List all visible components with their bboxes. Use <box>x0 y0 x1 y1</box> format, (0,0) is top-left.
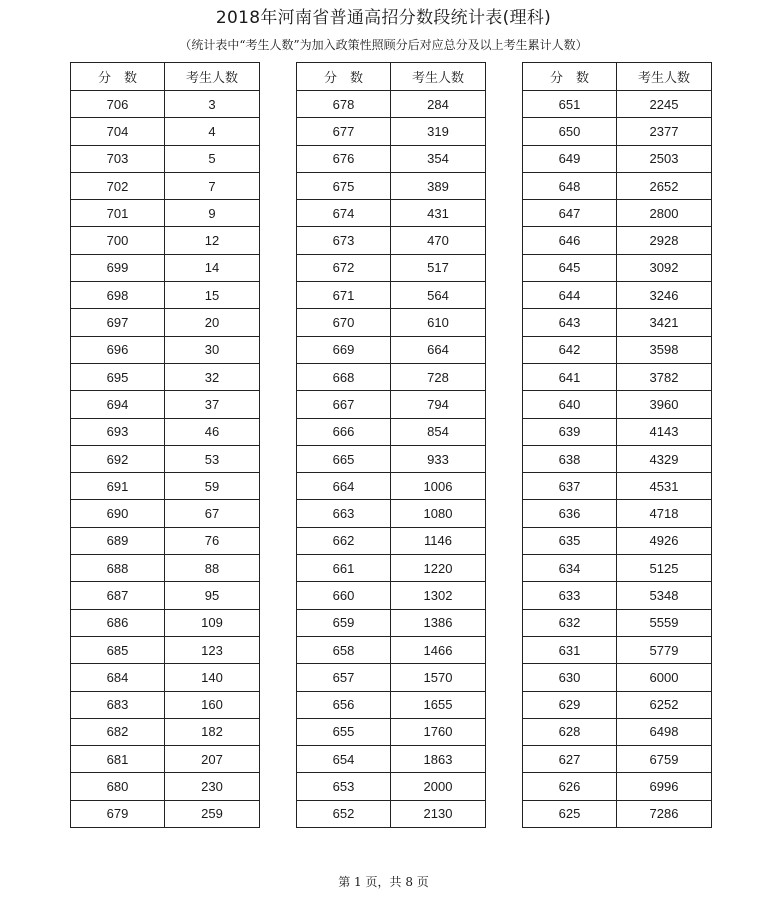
score-cell: 643 <box>523 309 617 336</box>
table-row <box>297 664 486 691</box>
score-column-header: 分 数 <box>71 63 165 91</box>
score-cell: 663 <box>297 500 391 527</box>
table-row <box>523 718 712 745</box>
table-row <box>523 363 712 390</box>
table-row <box>297 746 486 773</box>
count-cell: 12 <box>165 227 260 254</box>
score-cell: 706 <box>71 91 165 118</box>
count-cell: 3782 <box>617 363 712 390</box>
score-cell: 630 <box>523 664 617 691</box>
count-cell: 37 <box>165 391 260 418</box>
table-header-row <box>71 63 260 91</box>
score-table-3 <box>522 62 712 828</box>
table-header-row <box>297 63 486 91</box>
score-cell: 681 <box>71 746 165 773</box>
table-row <box>297 473 486 500</box>
score-cell: 661 <box>297 555 391 582</box>
score-cell: 680 <box>71 773 165 800</box>
table-row <box>523 500 712 527</box>
table-row <box>71 746 260 773</box>
score-cell: 683 <box>71 691 165 718</box>
score-cell: 654 <box>297 746 391 773</box>
count-cell: 2377 <box>617 118 712 145</box>
table-row <box>523 800 712 827</box>
score-cell: 647 <box>523 200 617 227</box>
score-cell: 657 <box>297 664 391 691</box>
count-cell: 3598 <box>617 336 712 363</box>
score-cell: 682 <box>71 718 165 745</box>
count-cell: 1760 <box>391 718 486 745</box>
count-cell: 1302 <box>391 582 486 609</box>
count-cell: 1863 <box>391 746 486 773</box>
score-column-header: 分 数 <box>297 63 391 91</box>
count-cell: 389 <box>391 172 486 199</box>
score-cell: 690 <box>71 500 165 527</box>
table-row <box>297 309 486 336</box>
score-cell: 640 <box>523 391 617 418</box>
table-row <box>71 718 260 745</box>
count-cell: 207 <box>165 746 260 773</box>
count-cell: 284 <box>391 91 486 118</box>
score-cell: 669 <box>297 336 391 363</box>
count-cell: 1006 <box>391 473 486 500</box>
score-cell: 675 <box>297 172 391 199</box>
table-row <box>71 91 260 118</box>
count-cell: 88 <box>165 555 260 582</box>
table-row <box>71 555 260 582</box>
count-cell: 20 <box>165 309 260 336</box>
count-cell: 3421 <box>617 309 712 336</box>
table-row <box>523 336 712 363</box>
score-cell: 695 <box>71 363 165 390</box>
score-table-2 <box>296 62 486 828</box>
count-column-header: 考生人数 <box>165 63 260 91</box>
count-cell: 6498 <box>617 718 712 745</box>
score-table-1 <box>70 62 260 828</box>
score-cell: 625 <box>523 800 617 827</box>
score-cell: 641 <box>523 363 617 390</box>
score-cell: 628 <box>523 718 617 745</box>
score-cell: 685 <box>71 636 165 663</box>
score-cell: 694 <box>71 391 165 418</box>
score-cell: 703 <box>71 145 165 172</box>
score-cell: 650 <box>523 118 617 145</box>
table-row <box>71 336 260 363</box>
count-cell: 1570 <box>391 664 486 691</box>
page-footer: 第 1 页，共 8 页 <box>338 875 429 889</box>
count-column-header: 考生人数 <box>391 63 486 91</box>
score-cell: 672 <box>297 254 391 281</box>
table-row <box>297 636 486 663</box>
count-cell: 854 <box>391 418 486 445</box>
count-cell: 1146 <box>391 527 486 554</box>
score-cell: 693 <box>71 418 165 445</box>
table-row <box>71 254 260 281</box>
table-row <box>523 309 712 336</box>
count-cell: 4143 <box>617 418 712 445</box>
table-row <box>71 309 260 336</box>
score-cell: 689 <box>71 527 165 554</box>
count-cell: 1466 <box>391 636 486 663</box>
count-cell: 32 <box>165 363 260 390</box>
table-row <box>297 200 486 227</box>
count-cell: 2130 <box>391 800 486 827</box>
table-row <box>71 800 260 827</box>
count-cell: 1220 <box>391 555 486 582</box>
count-cell: 7286 <box>617 800 712 827</box>
count-cell: 794 <box>391 391 486 418</box>
score-cell: 635 <box>523 527 617 554</box>
count-cell: 6759 <box>617 746 712 773</box>
count-cell: 6000 <box>617 664 712 691</box>
table-row <box>523 582 712 609</box>
table-row <box>71 118 260 145</box>
score-cell: 684 <box>71 664 165 691</box>
score-cell: 692 <box>71 445 165 472</box>
count-cell: 4531 <box>617 473 712 500</box>
table-row <box>71 636 260 663</box>
table-row <box>297 363 486 390</box>
table-row <box>523 282 712 309</box>
table-row <box>71 172 260 199</box>
score-cell: 651 <box>523 91 617 118</box>
score-cell: 634 <box>523 555 617 582</box>
score-cell: 670 <box>297 309 391 336</box>
count-column-header: 考生人数 <box>617 63 712 91</box>
table-note: （统计表中“考生人数”为加入政策性照顾分后对应总分及以上考生累计人数） <box>179 38 588 52</box>
count-cell: 14 <box>165 254 260 281</box>
score-cell: 637 <box>523 473 617 500</box>
count-cell: 1655 <box>391 691 486 718</box>
count-cell: 30 <box>165 336 260 363</box>
table-row <box>297 555 486 582</box>
score-cell: 653 <box>297 773 391 800</box>
score-cell: 688 <box>71 555 165 582</box>
count-cell: 4329 <box>617 445 712 472</box>
score-cell: 702 <box>71 172 165 199</box>
score-cell: 667 <box>297 391 391 418</box>
count-cell: 3960 <box>617 391 712 418</box>
count-cell: 67 <box>165 500 260 527</box>
table-row <box>297 282 486 309</box>
table-row <box>523 773 712 800</box>
count-cell: 2000 <box>391 773 486 800</box>
score-cell: 639 <box>523 418 617 445</box>
score-cell: 636 <box>523 500 617 527</box>
count-cell: 664 <box>391 336 486 363</box>
table-row <box>523 118 712 145</box>
score-cell: 666 <box>297 418 391 445</box>
table-row <box>523 91 712 118</box>
table-row <box>523 527 712 554</box>
count-cell: 564 <box>391 282 486 309</box>
table-row <box>297 527 486 554</box>
count-cell: 517 <box>391 254 486 281</box>
count-cell: 2928 <box>617 227 712 254</box>
count-cell: 9 <box>165 200 260 227</box>
score-cell: 673 <box>297 227 391 254</box>
score-cell: 674 <box>297 200 391 227</box>
count-cell: 1080 <box>391 500 486 527</box>
count-cell: 431 <box>391 200 486 227</box>
score-cell: 665 <box>297 445 391 472</box>
count-cell: 140 <box>165 664 260 691</box>
table-row <box>523 227 712 254</box>
count-cell: 3092 <box>617 254 712 281</box>
table-row <box>523 473 712 500</box>
count-cell: 46 <box>165 418 260 445</box>
score-cell: 626 <box>523 773 617 800</box>
score-cell: 644 <box>523 282 617 309</box>
table-row <box>297 500 486 527</box>
count-cell: 59 <box>165 473 260 500</box>
score-cell: 691 <box>71 473 165 500</box>
score-cell: 659 <box>297 609 391 636</box>
count-cell: 2652 <box>617 172 712 199</box>
table-row <box>297 800 486 827</box>
score-cell: 698 <box>71 282 165 309</box>
score-cell: 649 <box>523 145 617 172</box>
count-cell: 6252 <box>617 691 712 718</box>
count-cell: 123 <box>165 636 260 663</box>
table-row <box>523 664 712 691</box>
table-row <box>71 418 260 445</box>
table-row <box>297 391 486 418</box>
count-cell: 4 <box>165 118 260 145</box>
table-row <box>523 691 712 718</box>
table-row <box>71 664 260 691</box>
table-row <box>71 391 260 418</box>
score-cell: 671 <box>297 282 391 309</box>
table-row <box>523 172 712 199</box>
score-cell: 655 <box>297 718 391 745</box>
table-row <box>297 145 486 172</box>
table-row <box>297 91 486 118</box>
count-cell: 2800 <box>617 200 712 227</box>
count-cell: 3 <box>165 91 260 118</box>
table-row <box>297 718 486 745</box>
count-cell: 6996 <box>617 773 712 800</box>
score-cell: 638 <box>523 445 617 472</box>
count-cell: 53 <box>165 445 260 472</box>
score-column-header: 分 数 <box>523 63 617 91</box>
score-cell: 632 <box>523 609 617 636</box>
count-cell: 230 <box>165 773 260 800</box>
table-row <box>71 609 260 636</box>
count-cell: 15 <box>165 282 260 309</box>
page-title: 2018年河南省普通高招分数段统计表(理科) <box>215 8 552 28</box>
table-row <box>71 200 260 227</box>
table-row <box>71 691 260 718</box>
count-cell: 5125 <box>617 555 712 582</box>
count-cell: 354 <box>391 145 486 172</box>
table-row <box>71 282 260 309</box>
score-cell: 678 <box>297 91 391 118</box>
table-row <box>297 172 486 199</box>
table-row <box>523 555 712 582</box>
count-cell: 610 <box>391 309 486 336</box>
count-cell: 5 <box>165 145 260 172</box>
score-cell: 697 <box>71 309 165 336</box>
count-cell: 2245 <box>617 91 712 118</box>
count-cell: 5779 <box>617 636 712 663</box>
table-row <box>523 445 712 472</box>
score-cell: 677 <box>297 118 391 145</box>
score-cell: 668 <box>297 363 391 390</box>
count-cell: 4718 <box>617 500 712 527</box>
table-row <box>71 582 260 609</box>
score-cell: 642 <box>523 336 617 363</box>
table-row <box>523 609 712 636</box>
table-row <box>297 118 486 145</box>
table-row <box>71 527 260 554</box>
table-row <box>71 227 260 254</box>
table-row <box>297 418 486 445</box>
table-row <box>523 746 712 773</box>
score-cell: 648 <box>523 172 617 199</box>
score-cell: 662 <box>297 527 391 554</box>
count-cell: 319 <box>391 118 486 145</box>
score-cell: 652 <box>297 800 391 827</box>
table-row <box>297 609 486 636</box>
score-cell: 631 <box>523 636 617 663</box>
score-cell: 627 <box>523 746 617 773</box>
score-cell: 656 <box>297 691 391 718</box>
score-cell: 696 <box>71 336 165 363</box>
table-row <box>71 773 260 800</box>
count-cell: 182 <box>165 718 260 745</box>
count-cell: 160 <box>165 691 260 718</box>
table-row <box>523 200 712 227</box>
count-cell: 728 <box>391 363 486 390</box>
table-row <box>71 500 260 527</box>
score-cell: 633 <box>523 582 617 609</box>
count-cell: 2503 <box>617 145 712 172</box>
count-cell: 7 <box>165 172 260 199</box>
table-row <box>523 636 712 663</box>
count-cell: 259 <box>165 800 260 827</box>
table-row <box>71 145 260 172</box>
table-row <box>297 254 486 281</box>
score-cell: 686 <box>71 609 165 636</box>
table-row <box>71 445 260 472</box>
count-cell: 1386 <box>391 609 486 636</box>
table-row <box>71 363 260 390</box>
score-cell: 658 <box>297 636 391 663</box>
score-cell: 679 <box>71 800 165 827</box>
score-cell: 660 <box>297 582 391 609</box>
score-cell: 704 <box>71 118 165 145</box>
count-cell: 109 <box>165 609 260 636</box>
count-cell: 76 <box>165 527 260 554</box>
table-row <box>71 473 260 500</box>
score-cell: 687 <box>71 582 165 609</box>
score-cell: 699 <box>71 254 165 281</box>
score-cell: 629 <box>523 691 617 718</box>
count-cell: 5348 <box>617 582 712 609</box>
count-cell: 95 <box>165 582 260 609</box>
count-cell: 470 <box>391 227 486 254</box>
count-cell: 933 <box>391 445 486 472</box>
table-row <box>297 445 486 472</box>
score-cell: 700 <box>71 227 165 254</box>
table-row <box>297 227 486 254</box>
score-cell: 676 <box>297 145 391 172</box>
table-row <box>297 582 486 609</box>
table-row <box>523 391 712 418</box>
table-row <box>523 418 712 445</box>
count-cell: 3246 <box>617 282 712 309</box>
count-cell: 4926 <box>617 527 712 554</box>
score-cell: 646 <box>523 227 617 254</box>
table-row <box>523 145 712 172</box>
score-cell: 701 <box>71 200 165 227</box>
count-cell: 5559 <box>617 609 712 636</box>
table-row <box>523 254 712 281</box>
table-row <box>297 336 486 363</box>
table-row <box>297 691 486 718</box>
score-cell: 664 <box>297 473 391 500</box>
table-row <box>297 773 486 800</box>
table-header-row <box>523 63 712 91</box>
score-cell: 645 <box>523 254 617 281</box>
